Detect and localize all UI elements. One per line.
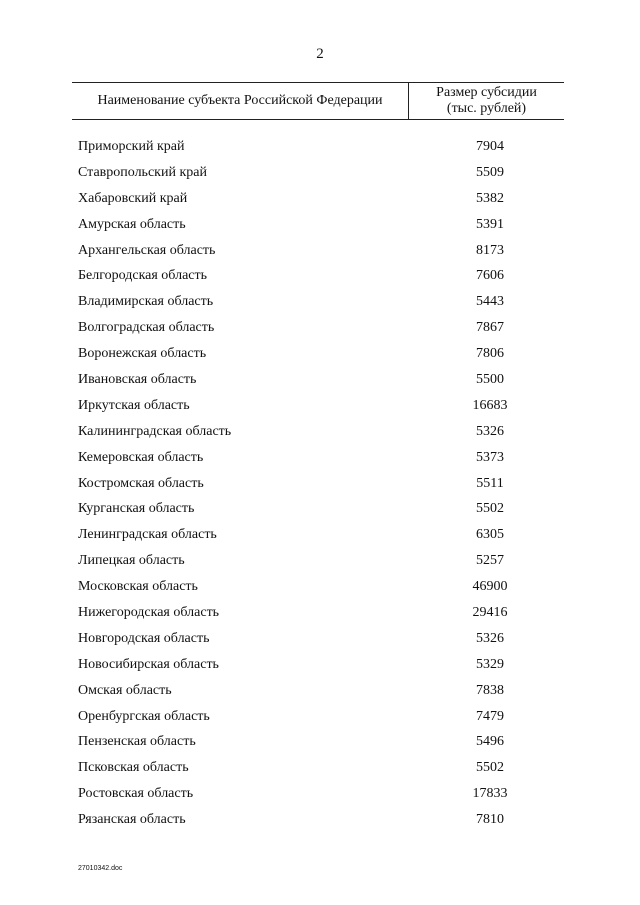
header-subsidy-line1: Размер субсидии: [436, 85, 537, 100]
table-row: [0, 163, 640, 189]
subsidy-value: 7838: [476, 682, 504, 698]
region-name: Воронежская область: [78, 346, 207, 362]
region-name: Амурская область: [78, 216, 186, 232]
table-row: [0, 681, 640, 707]
header-region-name: Наименование субъекта Российской Федерации: [97, 93, 383, 108]
region-name: Рязанская область: [78, 812, 186, 828]
page-number: 2: [316, 46, 324, 62]
subsidy-value: 17833: [472, 786, 508, 802]
subsidy-value: 5391: [476, 216, 504, 232]
table-row: [0, 474, 640, 500]
subsidy-value: 7479: [476, 708, 504, 724]
subsidy-value: 5329: [476, 656, 504, 672]
subsidy-value: 5443: [476, 294, 504, 310]
subsidy-value: 5496: [476, 734, 504, 750]
table-row: [0, 810, 640, 836]
table-row: [0, 266, 640, 292]
table-row: [0, 137, 640, 163]
table-row: [0, 499, 640, 525]
subsidy-value: 8173: [476, 242, 504, 258]
region-name: Ивановская область: [78, 372, 197, 388]
subsidy-value: 5502: [476, 501, 504, 517]
region-name: Калининградская область: [78, 423, 232, 439]
table-row: [0, 655, 640, 681]
subsidy-value: 5509: [476, 164, 504, 180]
subsidy-value: 5373: [476, 449, 504, 465]
table-row: [0, 629, 640, 655]
subsidy-value: 5500: [476, 372, 504, 388]
table-row: [0, 370, 640, 396]
subsidy-value: 7867: [476, 320, 504, 336]
region-name: Кемеровская область: [78, 449, 204, 465]
table-row: [0, 707, 640, 733]
subsidy-value: 7606: [476, 268, 504, 284]
table-row: [0, 758, 640, 784]
table-row: [0, 292, 640, 318]
region-name: Московская область: [78, 579, 198, 595]
region-name: Волгоградская область: [78, 320, 215, 336]
table-row: [0, 344, 640, 370]
subsidy-value: 5511: [476, 475, 504, 491]
document-filename: 27010342.doc: [78, 865, 123, 872]
region-name: Липецкая область: [78, 553, 185, 569]
region-name: Ленинградская область: [78, 527, 217, 543]
table-row: [0, 215, 640, 241]
table-row: [0, 396, 640, 422]
table-header: [72, 82, 564, 120]
table-body: [0, 137, 640, 836]
region-name: Белгородская область: [78, 268, 208, 284]
table-row: [0, 189, 640, 215]
region-name: Владимирская область: [78, 294, 214, 310]
region-name: Нижегородская область: [78, 605, 220, 621]
table-row: [0, 448, 640, 474]
region-name: Псковская область: [78, 760, 189, 776]
region-name: Ростовская область: [78, 786, 194, 802]
region-name: Новгородская область: [78, 630, 210, 646]
subsidy-value: 5502: [476, 760, 504, 776]
header-subsidy-line2: (тыс. рублей): [446, 101, 527, 116]
region-name: Архангельская область: [78, 242, 216, 258]
region-name: Ставропольский край: [78, 164, 207, 180]
subsidy-value: 7806: [476, 346, 504, 362]
subsidy-value: 7904: [476, 139, 504, 154]
subsidy-value: 5382: [476, 190, 504, 206]
table-row: [0, 603, 640, 629]
subsidy-value: 6305: [476, 527, 504, 543]
subsidy-value: 46900: [472, 579, 508, 595]
region-name: Хабаровский край: [78, 190, 188, 206]
region-name: Оренбургская область: [78, 708, 210, 724]
table-row: [0, 422, 640, 448]
region-name: Курганская область: [78, 501, 195, 517]
region-name: Приморский край: [78, 139, 185, 154]
table-row: [0, 551, 640, 577]
subsidy-value: 16683: [472, 397, 508, 413]
header-subsidy-amount: [409, 83, 564, 119]
region-name: Костромская область: [78, 475, 204, 491]
table-row: [0, 732, 640, 758]
table-row: [0, 318, 640, 344]
subsidy-value: 5326: [476, 630, 504, 646]
region-name: Новосибирская область: [78, 656, 219, 672]
table-row: [0, 241, 640, 267]
table-row: [0, 525, 640, 551]
region-name: Иркутская область: [78, 397, 190, 413]
subsidy-value: 5326: [476, 423, 504, 439]
subsidy-value: 29416: [472, 605, 508, 621]
subsidy-value: 5257: [476, 553, 504, 569]
region-name: Пензенская область: [78, 734, 196, 750]
table-row: [0, 577, 640, 603]
region-name: Омская область: [78, 682, 172, 698]
table-row: [0, 784, 640, 810]
subsidy-value: 7810: [476, 812, 504, 828]
